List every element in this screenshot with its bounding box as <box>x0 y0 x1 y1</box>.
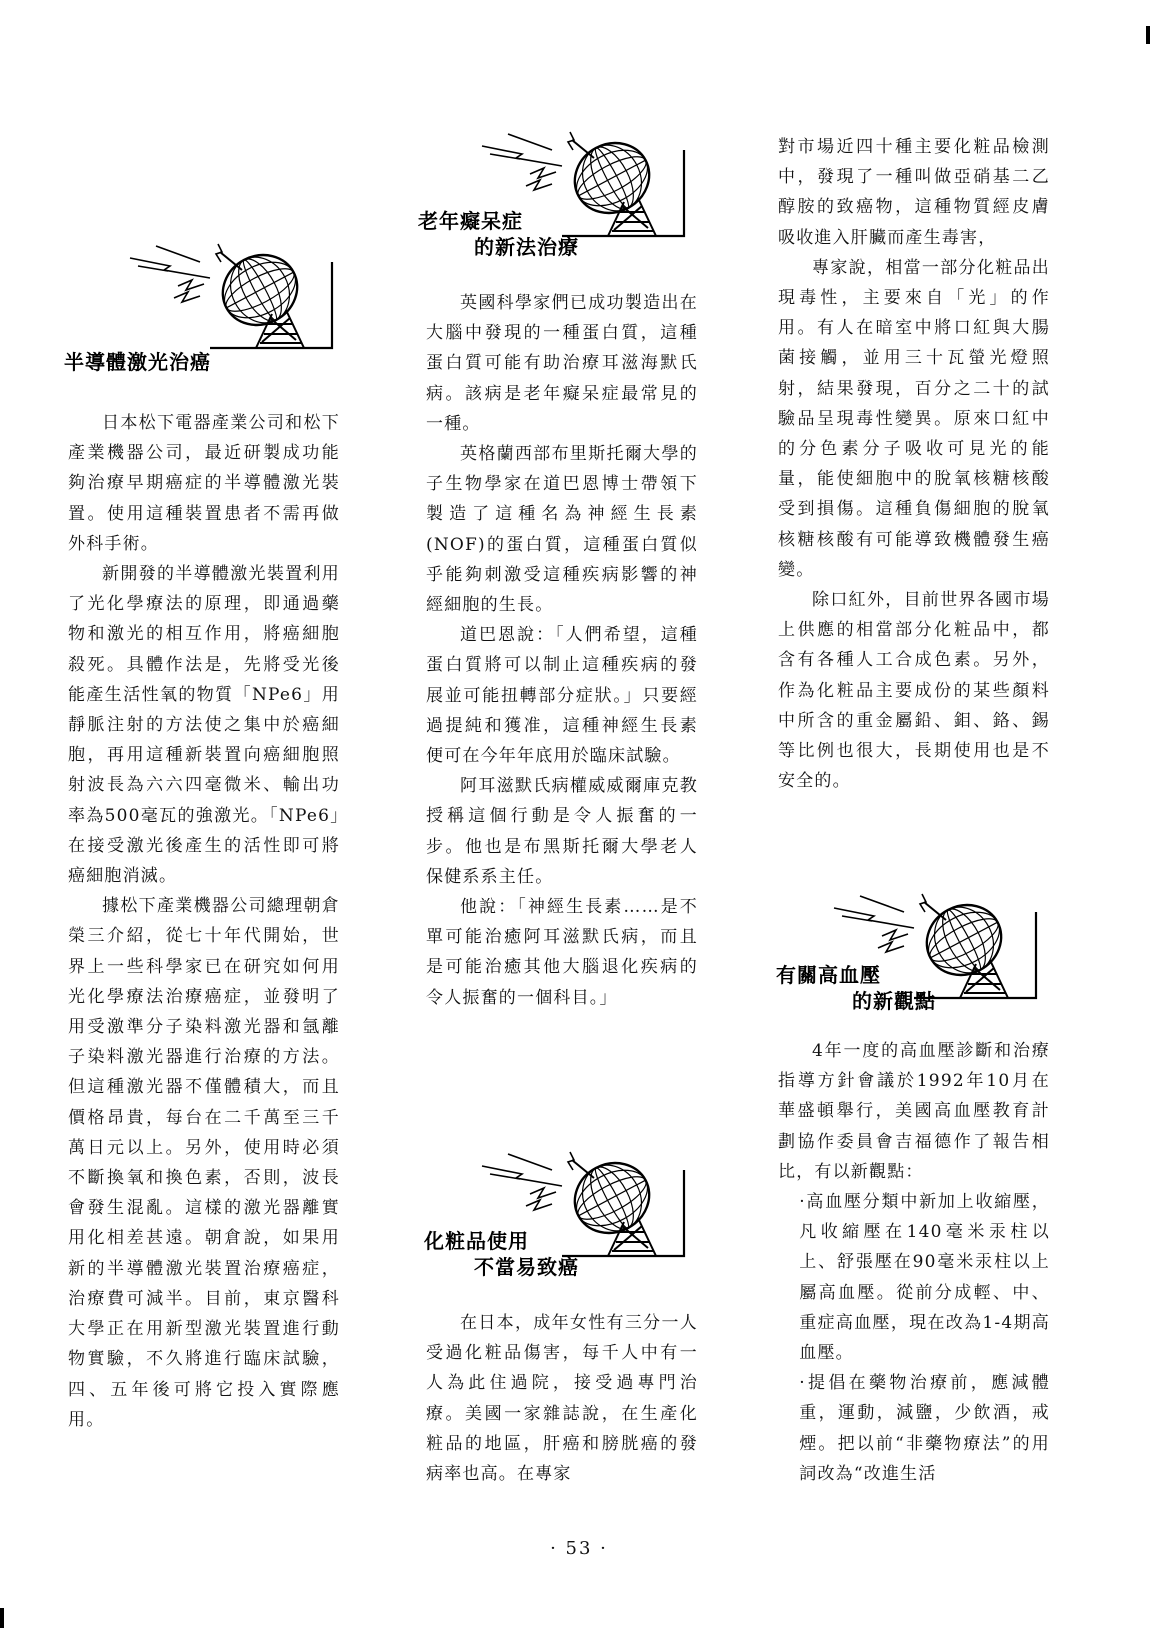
article-body-cosmetics-continued <box>778 132 1050 796</box>
title-line-1: 老年癡呆症 <box>418 209 523 233</box>
paragraph: 在日本，成年女性有三分一人受過化粧品傷害，每千人中有一人為此住過院，接受過專門治療。美國一家雜誌說，在生產化粧品的地區，肝癌和膀胱癌的發病率也高。在專家 <box>426 1313 698 1485</box>
article-body-dementia <box>426 288 698 1013</box>
article-body-blood-pressure <box>778 1036 1050 1489</box>
paragraph: 道巴恩說：「人們希望，這種蛋白質將可以制止這種疾病的發展並可能扭轉部分症狀。」只要經過提純和獲准，這種神經生長素便可在今年年底用於臨床試驗。 <box>426 625 698 767</box>
title-line-2: 不當易致癌 <box>474 1255 579 1279</box>
paragraph: 阿耳滋默氏病權威威爾庫克教授稱這個行動是令人振奮的一步。他也是布黑斯托爾大學老人保健系系主任。 <box>426 776 698 887</box>
paragraph: 除口紅外，目前世界各國市場上供應的相當部分化粧品中，都含有各種人工合成色素。另外，作為化粧品主要成份的某些顏料中所含的重金屬鉛、鉬、鉻、錫等比例也很大，長期使用也是不安全的。 <box>778 590 1050 792</box>
article-title-dementia <box>418 208 579 260</box>
bullet-item: ·高血壓分類中新加上收縮壓，凡收縮壓在140毫米汞柱以上、舒張壓在90毫米汞柱以上屬高血壓。從前分成輕、中、重症高血壓，現在改為1-4期高血壓。 <box>799 1192 1050 1364</box>
article-title-blood-pressure <box>776 962 936 1014</box>
title-line-2: 的新法治療 <box>474 235 579 259</box>
paragraph: 新開發的半導體激光裝置利用了光化學療法的原理，即通過藥物和激光的相互作用，將癌細胞殺死。具體作法是，先將受光後能產生活性氧的物質「NPe6」用靜脈注射的方法使之集中於癌細胞，再用這種新裝置向癌細胞照射波長為六六四毫微米、輸出功率為500毫瓦的強激光。「NPe6」在接受激光後產生的活性即可將癌細胞消滅。 <box>68 564 340 887</box>
article-body-laser <box>68 408 340 1435</box>
paragraph: 專家說，相當一部分化粧品出現毒性，主要來自「光」的作用。有人在暗室中將口紅與大腸菌接觸，並用三十瓦螢光燈照射，結果發現，百分之二十的試驗品呈現毒性變異。原來口紅中的分色素分子吸收可見光的能量，能使細胞中的脫氧核糖核酸受到損傷。這種負傷細胞的脫氧核糖核酸有可能導致機體發生癌變。 <box>778 257 1050 580</box>
paragraph: 據松下產業機器公司總理朝倉榮三介紹，從七十年代開始，世界上一些科學家已在研究如何用光化學療法治療癌症，並發明了用受激準分子染料激光器和氬離子染料激光器進行治療的方法。但這種激光器不僅體積大，而且價格昂貴，每台在二千萬至三千萬日元以上。另外，使用時必須不斷換氧和換色素，否則，波長會發生混亂。這樣的激光器離實用化相差甚遠。朝倉說，如果用新的半導體激光裝置治療癌症，治療費可減半。目前，東京醫科大學正在用新型激光裝置進行動物實驗，不久將進行臨床試驗，四、五年後可將它投入實際應用。 <box>68 896 340 1430</box>
paragraph: 英格蘭西部布里斯托爾大學的子生物學家在道巴恩博士帶領下製造了這種名為神經生長素(NOF)的蛋白質，這種蛋白質似乎能夠刺激受這種疾病影響的神經細胞的生長。 <box>426 444 698 616</box>
scan-mark <box>0 1608 4 1628</box>
paragraph: 4年一度的高血壓診斷和治療指導方針會議於1992年10月在華盛頓舉行，美國高血壓教育計劃協作委員會吉福德作了報告相比，有以新觀點： <box>778 1041 1050 1182</box>
article-body-cosmetics <box>426 1308 698 1489</box>
page-number: · 53 · <box>550 1538 608 1559</box>
paragraph: 對市場近四十種主要化粧品檢測中，發現了一種叫做亞硝基二乙醇胺的致癌物，這種物質經皮膚吸收進入肝臟而產生毒害， <box>778 137 1050 248</box>
title-line-1: 有關高血壓 <box>776 963 881 987</box>
paragraph: 英國科學家們已成功製造出在大腦中發現的一種蛋白質，這種蛋白質可能有助治療耳滋海默氏病。該病是老年癡呆症最常見的一種。 <box>426 293 698 434</box>
title-line-2: 的新觀點 <box>852 989 936 1013</box>
paragraph: 日本松下電器產業公司和松下產業機器公司，最近研製成功能夠治療早期癌症的半導體激光裝置。使用這種裝置患者不需再做外科手術。 <box>68 413 340 554</box>
title-line-1: 化粧品使用 <box>424 1229 529 1253</box>
bullet-item: ·提倡在藥物治療前，應減體重，運動，減鹽，少飲酒，戒煙。把以前“非藥物療法”的用詞改為“改進生活 <box>799 1373 1050 1484</box>
article-title-cosmetics <box>424 1228 579 1280</box>
article-title-laser: 半導體激光治癌 <box>64 350 211 374</box>
radio-tower-icon <box>60 240 350 364</box>
paragraph: 他說：「神經生長素……是不單可能治癒阿耳滋默氏病，而且是可能治癒其他大腦退化疾病的令人振奮的一個科目。」 <box>426 897 698 1008</box>
scan-mark <box>1146 26 1150 44</box>
